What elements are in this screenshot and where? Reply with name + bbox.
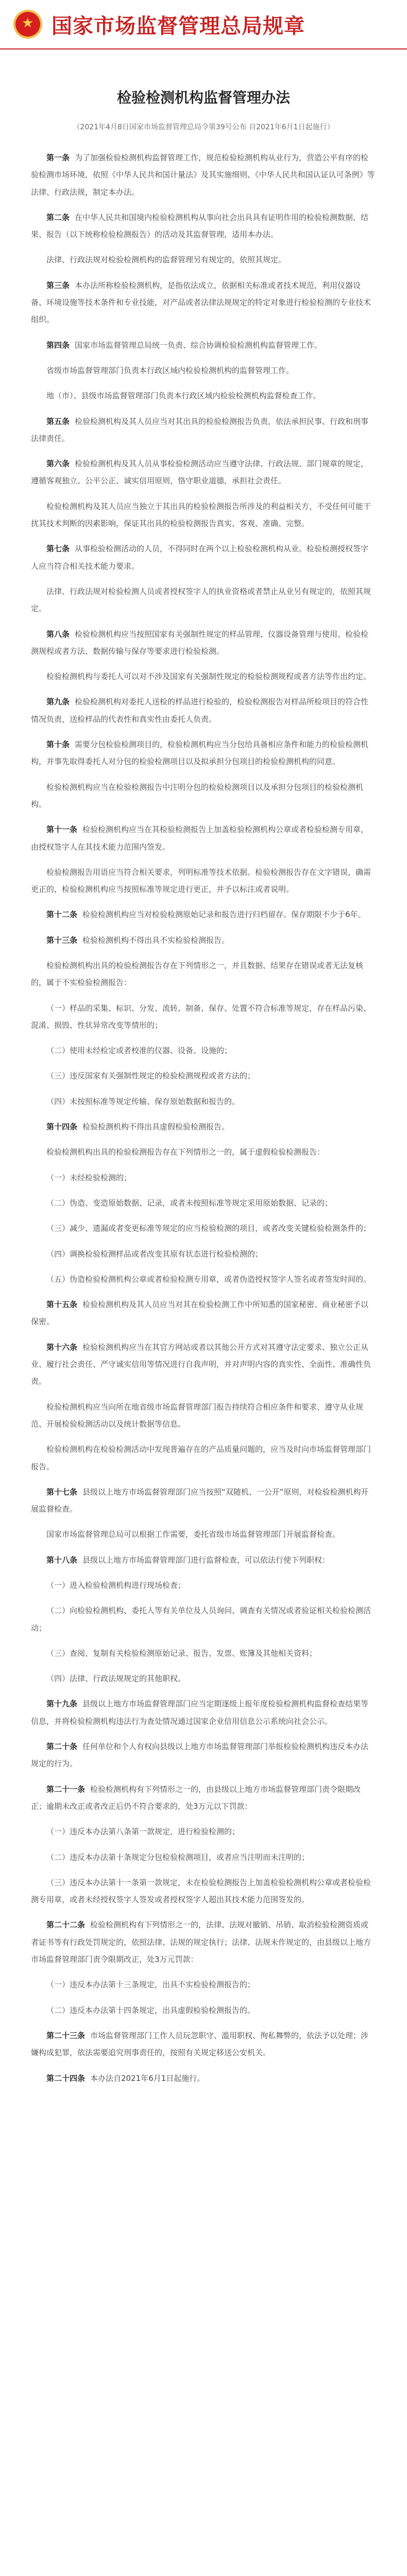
article-text: （二）使用未经检定或者校准的仪器、设备、设施的； bbox=[46, 1046, 232, 1056]
article-text: （四）法律、行政法规规定的其他职权。 bbox=[46, 1674, 186, 1684]
article-number: 第三条 bbox=[46, 280, 70, 290]
article-paragraph bbox=[31, 1738, 376, 1773]
article-paragraph bbox=[31, 1577, 376, 1594]
article-paragraph bbox=[31, 1552, 376, 1569]
article-text: 检验检测机构及其人员应当独立于其出具的检验检测报告所涉及的利益相关方，不受任何可能干扰其技术判断的因素影响，保证其出具的检验检测报告真实、客观、准确、完整。 bbox=[31, 501, 371, 529]
article-text: 需要分包检验检测项目的，检验检测机构应当分包给具备相应条件和能力的检验检测机构，并事先取得委托人对分包的检验检测项目以及拟承担分包项目的检验检测机构的同意。 bbox=[31, 740, 369, 767]
article-number: 第二十四条 bbox=[46, 2073, 86, 2083]
article-paragraph bbox=[31, 1118, 376, 1136]
article-number: 第十七条 bbox=[46, 1487, 78, 1497]
article-text: （二）伪造、变造原始数据、记录，或者未按照标准等规定采用原始数据、记录的； bbox=[46, 1198, 333, 1208]
document-body bbox=[31, 149, 376, 2087]
article-paragraph bbox=[31, 1042, 376, 1059]
article-paragraph bbox=[31, 362, 376, 379]
article-paragraph bbox=[31, 1000, 376, 1035]
article-paragraph bbox=[31, 1144, 376, 1161]
article-text: 县级以上地方市场监督管理部门进行监督检查，可以依法行使下列职权： bbox=[82, 1555, 330, 1565]
article-text: 检验检测机构及其人员应当对其出具的检验检测报告负责，依法承担民事、行政和刑事法律责任。 bbox=[31, 416, 369, 443]
article-text: 检验检测机构不得出具虚假检验检测报告。 bbox=[82, 1122, 230, 1132]
article-paragraph bbox=[31, 864, 376, 899]
article-text: 为了加强检验检测机构监督管理工作，规范检验检测机构从业行为，营造公平有序的检验检测市场环境，依照《中华人民共和国计量法》及其实施细则、《中华人民共和国认证认可条例》等法律、行政法规，制定本办法。 bbox=[31, 153, 375, 197]
document-content bbox=[0, 49, 407, 2087]
article-number: 第二十一条 bbox=[46, 1784, 86, 1794]
article-paragraph bbox=[31, 1399, 376, 1433]
article-text: 检验检测机构及其人员从事检验检测活动应当遵守法律、行政法规、部门规章的规定，遵循客观独立、公平公正、诚实信用原则，恪守职业道德，承担社会责任。 bbox=[31, 459, 369, 486]
article-paragraph bbox=[31, 906, 376, 923]
document-title: 检验检测机构监督管理办法 bbox=[116, 89, 290, 106]
article-number: 第八条 bbox=[46, 629, 70, 639]
article-text: 县级以上地方市场监督管理部门应当按照“双随机、一公开”原则，对检验检测机构开展监督检查。 bbox=[31, 1487, 369, 1514]
article-number: 第十二条 bbox=[46, 910, 78, 920]
article-number: 第十八条 bbox=[46, 1555, 78, 1565]
article-text: 检验检测机构应当在其官方网站或者以其他公开方式对其遵守法定要求、独立公正从业、履行社会责任、严守诚实信用等情况进行自我声明，并对声明内容的真实性、全面性、准确性负责。 bbox=[31, 1342, 371, 1386]
article-text: （三）违反本办法第十一条第一款规定，未在检验检测报告上加盖检验检测机构公章或者检验检测专用章，或者未经授权签字人签发或者授权签字人超出其技术能力范围签发的。 bbox=[31, 1877, 371, 1905]
article-text: 法律、行政法规对检验检测人员或者授权签字人的执业资格或者禁止从业另有规定的，依照其规定。 bbox=[31, 586, 371, 614]
article-number: 第十一条 bbox=[46, 825, 78, 835]
article-text: 检验检测机构在检验检测活动中发现普遍存在的产品质量问题的，应当及时向市场监督管理部门报告。 bbox=[31, 1445, 371, 1471]
article-paragraph bbox=[31, 277, 376, 329]
article-number: 第九条 bbox=[46, 697, 70, 707]
article-paragraph bbox=[31, 2002, 376, 2019]
article-text: 市场监督管理部门工作人员玩忽职守、滥用职权、徇私舞弊的，依法予以处理；涉嫌构成犯罪，依法需要追究刑事责任的，按照有关规定移送公安机关。 bbox=[31, 2030, 369, 2058]
article-text: 检验检测机构应当在其检验检测报告上加盖检验检测机构公章或者检验检测专用章，由授权签字人在其技术能力范围内签发。 bbox=[31, 825, 369, 852]
article-text: （一）进入检验检测机构进行现场检查； bbox=[46, 1581, 186, 1590]
article-text: （三）减少、遗漏或者变更标准等规定的应当检验检测的项目，或者改变关键检验检测条件的； bbox=[46, 1224, 371, 1233]
article-paragraph bbox=[31, 1670, 376, 1687]
article-paragraph bbox=[31, 1696, 376, 1730]
article-paragraph bbox=[31, 2027, 376, 2062]
article-number: 第四条 bbox=[46, 340, 70, 350]
article-paragraph bbox=[31, 1093, 376, 1110]
article-text: 本办法自2021年6月1日起施行。 bbox=[90, 2073, 205, 2083]
article-paragraph bbox=[31, 821, 376, 856]
article-text: 检验检测机构应当向所在地省级市场监督管理部门报告持续符合相应条件和要求、遵守从业规范、开展检验检测活动以及统计数据等信息。 bbox=[31, 1402, 364, 1429]
article-paragraph bbox=[31, 455, 376, 490]
article-text: 检验检测机构出具的检验检测报告存在下列情形之一的，属于虚假检验检测报告： bbox=[46, 1147, 325, 1157]
article-paragraph bbox=[31, 540, 376, 575]
article-text: 检验检测机构与委托人可以对不涉及国家有关强制性规定的检验检测规程或者方法等作出约定。 bbox=[46, 672, 371, 682]
article-number: 第十四条 bbox=[46, 1122, 78, 1132]
article-paragraph bbox=[31, 1602, 376, 1637]
article-number: 第十五条 bbox=[46, 1300, 78, 1310]
article-number: 第二十三条 bbox=[46, 2030, 86, 2040]
article-text: 检验检测机构及其人员应当对其在检验检测工作中所知悉的国家秘密、商业秘密予以保密。 bbox=[31, 1300, 369, 1327]
article-paragraph bbox=[31, 1874, 376, 1909]
article-paragraph bbox=[31, 1976, 376, 1993]
article-text: 本办法所称检验检测机构，是指依法成立，依据相关标准或者技术规范，利用仪器设备、环境设施等技术条件和专业技能，对产品或者法律法规规定的特定对象进行检验检测的专业技术组织。 bbox=[31, 280, 371, 325]
article-text: （二）违反本办法第十四条规定，出具虚假检验检测报告的。 bbox=[46, 2005, 256, 2015]
article-paragraph bbox=[31, 668, 376, 685]
article-text: （二）向检验检测机构、委托人等有关单位及人员询问、调查有关情况或者验证相关检验检测活动； bbox=[31, 1606, 371, 1633]
article-text: 从事检验检测活动的人员，不得同时在两个以上检验检测机构从业。检验检测授权签字人应当符合相关技术能力要求。 bbox=[31, 544, 369, 571]
article-text: 在中华人民共和国境内检验检测机构从事向社会出具具有证明作用的检验检测数据、结果、报告（以下统称检验检测报告）的活动及其监督管理，适用本办法。 bbox=[31, 212, 369, 240]
article-paragraph bbox=[31, 932, 376, 949]
article-text: 检验检测机构有下列情形之一的，由县级以上地方市场监督管理部门责令限期改正；逾期未改正或者改正后仍不符合要求的，处3万元以下罚款： bbox=[31, 1784, 361, 1811]
article-paragraph bbox=[31, 779, 376, 814]
article-number: 第十六条 bbox=[46, 1342, 78, 1352]
article-paragraph bbox=[31, 251, 376, 268]
article-paragraph bbox=[31, 1339, 376, 1391]
article-text: 省级市场监督管理部门负责本行政区域内检验检测机构的监督管理工作。 bbox=[46, 365, 294, 375]
document-meta: （2021年4月8日国家市场监督管理总局令第39号公布 自2021年6月1日起施行） bbox=[73, 123, 334, 131]
article-number: 第十九条 bbox=[46, 1699, 78, 1709]
article-text: （四）调换检验检测样品或者改变其原有状态进行检验检测的； bbox=[46, 1249, 263, 1259]
article-number: 第一条 bbox=[46, 153, 70, 162]
national-emblem-icon bbox=[13, 10, 42, 39]
article-number: 第七条 bbox=[46, 544, 70, 554]
article-text: （二）违反本办法第十条规定分包检验检测项目，或者应当注明而未注明的； bbox=[46, 1852, 310, 1862]
article-text: （一）样品的采集、标识、分发、流转、制备、保存、处置不符合标准等规定，存在样品污染、混淆、损毁、性状异常改变等情形的； bbox=[31, 1003, 371, 1030]
article-paragraph bbox=[31, 626, 376, 660]
article-text: （三）查阅、复制有关检验检测原始记录、报告、发票、账簿及其他相关资料； bbox=[46, 1648, 317, 1658]
article-text: （一）违反本办法第十三条规定，出具不实检验检测报告的； bbox=[46, 1980, 256, 1990]
article-paragraph bbox=[31, 1246, 376, 1263]
article-paragraph bbox=[31, 1195, 376, 1212]
article-text: 检验检测机构出具的检验检测报告存在下列情形之一，并且数据、结果存在错误或者无法复核的，属于不实检验检测报告： bbox=[31, 960, 364, 988]
article-text: （四）未按照标准等规定传输、保存原始数据和报告的。 bbox=[46, 1096, 240, 1106]
article-paragraph bbox=[31, 1526, 376, 1543]
article-text: 检验检测机构有下列情形之一的，法律、法规对撤销、吊销、取消检验检测资质或者证书等有行政处罚规定的，依照法律、法规的规定执行；法律、法规未作规定的，由县级以上地方市场监督管理部门责令限期改正，处3万元罚款： bbox=[31, 1920, 371, 1964]
article-paragraph bbox=[31, 337, 376, 354]
article-paragraph bbox=[31, 1296, 376, 1331]
article-number: 第六条 bbox=[46, 459, 70, 469]
article-paragraph bbox=[31, 498, 376, 533]
article-text: 国家市场监督管理总局可以根据工作需要，委托省级市场监督管理部门开展监督检查。 bbox=[46, 1530, 341, 1539]
article-paragraph bbox=[31, 2070, 376, 2087]
article-text: 县级以上地方市场监督管理部门应当定期逐级上报年度检验检测机构监督检查结果等信息，并将检验检测机构违法行为查处情况通过国家企业信用信息公示系统向社会公示。 bbox=[31, 1699, 369, 1726]
site-title: 国家市场监督管理总局规章 bbox=[52, 14, 305, 38]
article-paragraph bbox=[31, 387, 376, 404]
article-paragraph bbox=[31, 1220, 376, 1237]
article-number: 第十三条 bbox=[46, 935, 78, 945]
article-text: 检验检测机构不得出具不实检验检测报告。 bbox=[82, 935, 230, 945]
article-text: 法律、行政法规对检验检测机构的监督管理另有规定的，依照其规定。 bbox=[46, 255, 286, 265]
article-text: 检验检测机构应当在检验检测报告中注明分包的检验检测项目以及承担分包项目的检验检测机构。 bbox=[31, 782, 364, 809]
article-text: 国家市场监督管理总局统一负责、综合协调检验检测机构监督管理工作。 bbox=[75, 340, 323, 350]
article-number: 第二条 bbox=[46, 212, 70, 222]
article-text: 检验检测机构应当对检验检测原始记录和报告进行归档留存。保存期限不少于6年。 bbox=[82, 910, 366, 920]
article-number: 第五条 bbox=[46, 416, 70, 426]
article-paragraph bbox=[31, 693, 376, 728]
article-paragraph bbox=[31, 1917, 376, 1968]
article-text: （一）违反本办法第八条第一款规定，进行检验检测的； bbox=[46, 1827, 240, 1837]
article-paragraph bbox=[31, 413, 376, 448]
article-paragraph bbox=[31, 1441, 376, 1476]
article-text: （五）伪造检验检测机构公章或者检验检测专用章，或者伪造授权签字人签名或者签发时间的。 bbox=[46, 1274, 371, 1284]
article-paragraph bbox=[31, 149, 376, 201]
article-number: 第二十条 bbox=[46, 1742, 78, 1752]
article-text: 检验检测报告用语应当符合相关要求，列明标准等技术依据。检验检测报告存在文字错误，确需更正的，检验检测机构应当按照标准等规定进行更正，并予以标注或者说明。 bbox=[31, 867, 371, 894]
article-text: 检验检测机构对委托人送检的样品进行检验的，检验检测报告对样品所检项目的符合性情况负责，送检样品的代表性和真实性由委托人负责。 bbox=[31, 697, 369, 724]
article-paragraph bbox=[31, 209, 376, 244]
article-text: 检验检测机构应当按照国家有关强制性规定的样品管理、仪器设备管理与使用、检验检测规程或者方法、数据传输与保存等要求进行检验检测。 bbox=[31, 629, 369, 656]
article-text: 任何单位和个人有权向县级以上地方市场监督管理部门举报检验检测机构违反本办法规定的行为。 bbox=[31, 1742, 369, 1769]
article-number: 第十条 bbox=[46, 740, 70, 750]
article-text: （三）违反国家有关强制性规定的检验检测规程或者方法的； bbox=[46, 1071, 256, 1081]
article-paragraph bbox=[31, 1781, 376, 1816]
article-paragraph bbox=[31, 1823, 376, 1840]
article-paragraph bbox=[31, 957, 376, 992]
article-paragraph bbox=[31, 1645, 376, 1662]
article-paragraph bbox=[31, 1849, 376, 1866]
article-paragraph bbox=[31, 1170, 376, 1187]
article-text: 地（市）、县级市场监督管理部门负责本行政区域内检验检测机构监督检查工作。 bbox=[46, 391, 321, 401]
article-paragraph bbox=[31, 1484, 376, 1518]
article-paragraph bbox=[31, 1067, 376, 1084]
article-paragraph bbox=[31, 1271, 376, 1288]
article-paragraph bbox=[31, 583, 376, 618]
article-text: （一）未经检验检测的； bbox=[46, 1173, 132, 1182]
site-header bbox=[0, 0, 407, 49]
article-number: 第二十二条 bbox=[46, 1920, 86, 1930]
article-paragraph bbox=[31, 736, 376, 771]
